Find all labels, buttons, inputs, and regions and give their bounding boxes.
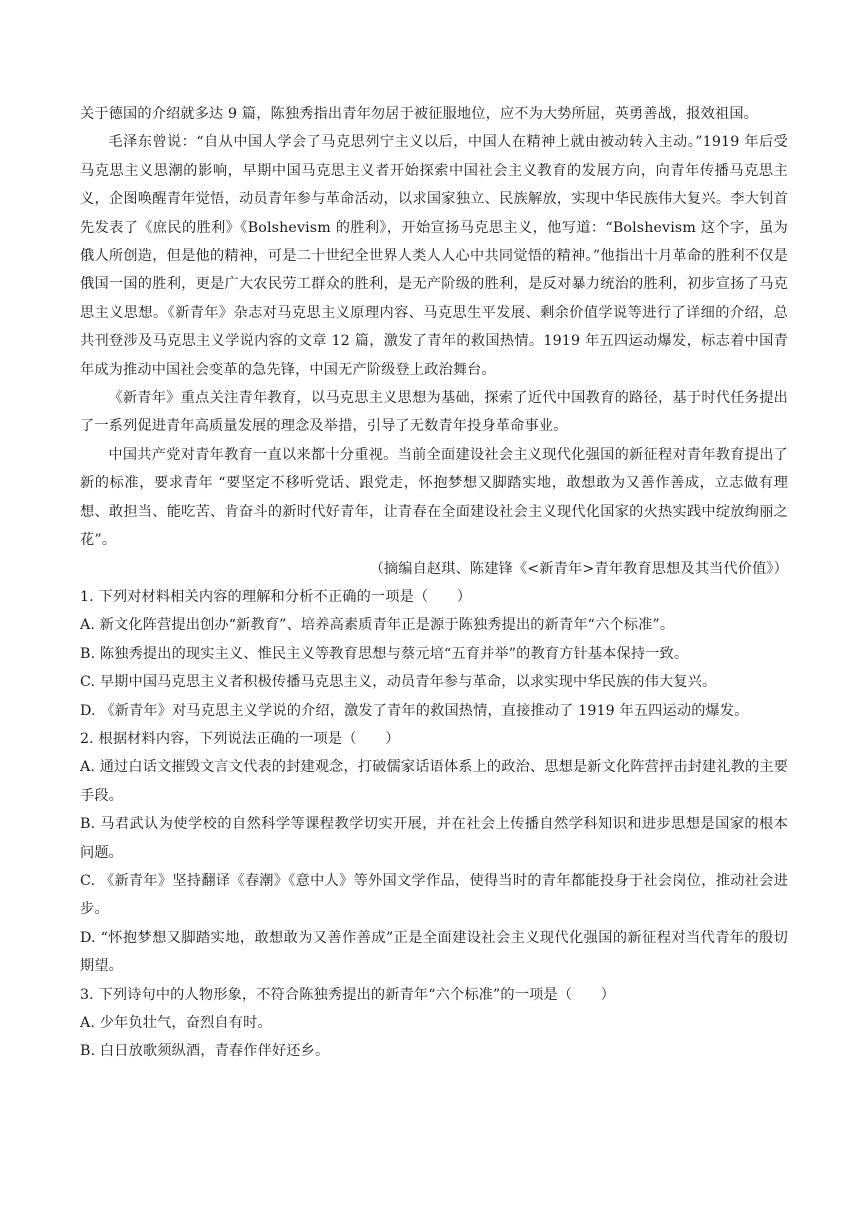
source-citation: （摘编自赵琪、陈建锋《<新青年>青年教育思想及其当代价值》） [369, 560, 788, 577]
option-c: C. 早期中国马克思主义者积极传播马克思主义，动员青年参与革命，以求实现中华民族的伟大复兴。 [80, 674, 717, 691]
option-a: A. 通过白话文摧毁文言文代表的封建观念，打破儒家话语体系上的政治、思想是新文化阵营抨击封建礼教的主要手段。 [80, 759, 788, 804]
paragraph-germany: 关于德国的介绍就多达 9 篇，陈独秀指出青年勿居于被征服地位，应不为大势所屈，英勇善战，报效祖国。 [80, 106, 759, 122]
question-stem: 2. 根据材料内容，下列说法正确的一项是（ ） [80, 730, 400, 747]
option-a: A. 少年负壮气，奋烈自有时。 [80, 1015, 272, 1031]
option-b: B. 陈独秀提出的现实主义、惟民主义等教育思想与蔡元培“五育并举”的教育方针基本保持一致。 [80, 645, 689, 662]
paragraph-marxism: 毛泽东曾说：“自从中国人学会了马克思列宁主义以后，中国人在精神上就由被动转入主动。”1919 年后受马克思主义思潮的影响，早期中国马克思主义者开始探索中国社会主义教育的发展方向，向青年传播马克思主义，企图唤醒青年觉悟，动员青年参与革命活动，以求国家独立、民族解放，实现中华民族伟大复兴。李大钊首先发表了《庶民的胜利》《Bolshevism 的胜利》，开始宣扬马克思主义，他写道：“Bolshevism 这个字，虽为俄人所创造，但是他的精神，可是二十世纪全世界人类人人心中共同觉悟的精神。”他指出十月革命的胜利不仅是俄国一国的胜利，更是广大农民劳工群众的胜利，是无产阶级的胜利，是反对暴力统治的胜利，初步宣扬了马克思主义思想。《新青年》杂志对马克思主义原理内容、马克思生平发展、剩余价值学说等进行了详细的介绍，总共刊登涉及马克思主义学说内容的文章 12 篇，激发了青年的救国热情。1919 年五四运动爆发，标志着中国青年成为推动中国社会变革的急先锋，中国无产阶级登上政治舞台。 [80, 134, 788, 378]
option-d: D. “怀抱梦想又脚踏实地，敢想敢为又善作善成”正是全面建设社会主义现代化强国的新征程对当代青年的殷切期望。 [80, 929, 788, 975]
question-3 [80, 981, 788, 1066]
question-stem: 3. 下列诗句中的人物形象，不符合陈独秀提出的新青年“六个标准”的一项是（ ） [80, 986, 616, 1003]
paragraph-new-youth-education: 《新青年》重点关注青年教育，以马克思主义思想为基础，探索了近代中国教育的路径，基于时代任务提出了一系列促进青年高质量发展的理念及举措，引导了无数青年投身革命事业。 [80, 390, 788, 435]
question-2 [80, 725, 788, 981]
document-page [80, 100, 788, 1066]
option-b: B. 白日放歌须纵酒，青春作伴好还乡。 [80, 1043, 330, 1060]
question-stem: 1. 下列对材料相关内容的理解和分析不正确的一项是（ ） [80, 588, 472, 605]
question-1 [80, 583, 788, 725]
paragraph-ccp-youth: 中国共产党对青年教育一直以来都十分重视。当前全面建设社会主义现代化强国的新征程对青年教育提出了新的标准，要求青年 “要坚定不移听党话、跟党走，怀抱梦想又脚踏实地，敢想敢为又善作善成，立志做有理想、敢担当、能吃苦、肯奋斗的新时代好青年，让青春在全面建设社会主义现代化国家的火热实践中绽放绚丽之花”。 [80, 446, 788, 549]
option-a: A. 新文化阵营提出创办“新教育”、培养高素质青年正是源于陈独秀提出的新青年“六个标准”。 [80, 617, 675, 634]
option-b: B. 马君武认为使学校的自然科学等课程教学切实开展，并在社会上传播自然学科知识和进步思想是国家的根本问题。 [80, 816, 788, 861]
option-c: C. 《新青年》坚持翻译《春潮》《意中人》等外国文学作品，使得当时的青年都能投身于社会岗位，推动社会进步。 [80, 872, 788, 918]
option-d: D. 《新青年》对马克思主义学说的介绍，激发了青年的救国热情，直接推动了 1919 年五四运动的爆发。 [80, 702, 749, 719]
